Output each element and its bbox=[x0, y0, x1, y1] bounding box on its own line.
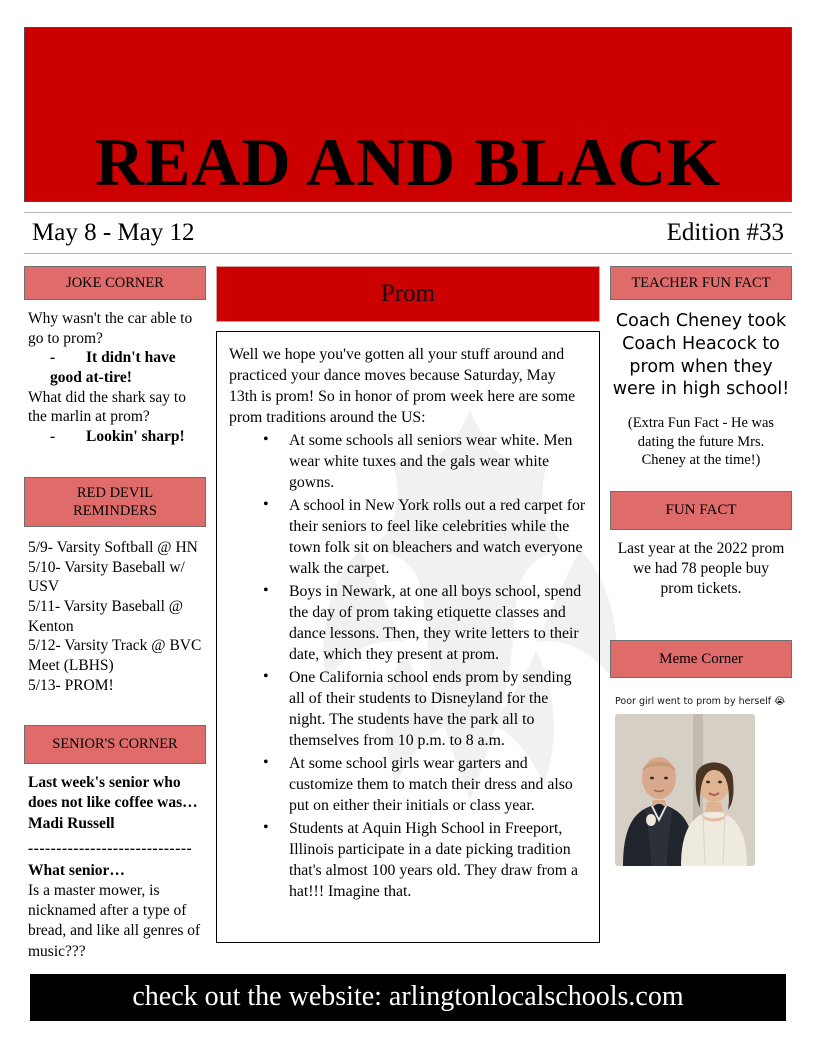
footer-banner bbox=[30, 974, 786, 1021]
list-item: • One California school ends prom by sending all of their students to Disneyland for the night. The students have the park all to themselves from 10 p.m. to 8 a.m. bbox=[263, 667, 587, 751]
list-item: • A school in New York rolls out a red carpet for their seniors to feel like celebrities while the town folk sit on bleachers and watch everyone walk the carpet. bbox=[263, 495, 587, 579]
reminders-header-line-2: REMINDERS bbox=[73, 502, 157, 519]
reminder-item: 5/9- Varsity Softball @ HN bbox=[28, 539, 198, 557]
joke-answer-text-1: It didn't have good at-tire! bbox=[50, 349, 176, 387]
list-item: • At some schools all seniors wear white. Men wear white tuxes and the gals wear white gowns. bbox=[263, 430, 587, 493]
right-column bbox=[610, 266, 792, 872]
prom-couple-photo bbox=[615, 714, 755, 866]
list-item: • At some school girls wear garters and customize them to match their dress and also put on either their initials or class year. bbox=[263, 753, 587, 816]
date-range: May 8 - May 12 bbox=[32, 219, 195, 246]
reminder-item: 5/11- Varsity Baseball @ Kenton bbox=[28, 598, 184, 635]
senior-last-week-answer: Last week's senior who does not like coffee was… Madi Russell bbox=[28, 773, 198, 832]
seniors-corner-body bbox=[24, 764, 206, 962]
meme-card bbox=[610, 690, 792, 872]
teacher-fun-fact-body: Coach Cheney took Coach Heacock to prom when they were in high school! bbox=[612, 311, 790, 400]
date-bar bbox=[24, 212, 792, 254]
red-devil-reminders-header bbox=[24, 477, 206, 527]
list-item: • Students at Aquin High School in Freeport, Illinois participate in a date picking tradition that's almost 100 years old. They draw from a hat!!! Imagine that. bbox=[263, 818, 587, 902]
article-intro-paragraph: Well we hope you've gotten all your stuff around and practiced your dance moves because Saturday, May 13th is prom! So in honor of prom week here are some prom traditions around the US: bbox=[229, 346, 576, 426]
teacher-fun-fact-extra: (Extra Fun Fact - He was dating the future Mrs. Cheney at the time!) bbox=[627, 415, 775, 468]
list-item: • Boys in Newark, at one all boys school, spend the day of prom taking etiquette classes and dance lessons. Then, they write letters to their date, which they present at prom. bbox=[263, 581, 587, 665]
article-body-box bbox=[216, 331, 600, 943]
joke-answer-2 bbox=[28, 427, 204, 447]
joke-dash-2: - bbox=[50, 428, 56, 446]
joke-question-1: Why wasn't the car able to go to prom? bbox=[28, 310, 193, 347]
prom-traditions-list bbox=[229, 430, 587, 902]
joke-answer-1 bbox=[28, 348, 204, 387]
meme-corner-header: Meme Corner bbox=[610, 640, 792, 679]
reminders-header-line-1: RED DEVIL bbox=[76, 484, 154, 501]
reminder-item: 5/10- Varsity Baseball w/ USV bbox=[28, 558, 185, 596]
reminder-item: 5/13- PROM! bbox=[28, 676, 114, 694]
left-column bbox=[24, 266, 206, 962]
footer-website-text: check out the website: arlingtonlocalschools.com bbox=[132, 981, 684, 1012]
joke-corner-header: JOKE CORNER bbox=[24, 266, 206, 300]
teacher-fun-fact-header: TEACHER FUN FACT bbox=[610, 266, 792, 300]
fun-fact-header: FUN FACT bbox=[610, 491, 792, 530]
joke-corner-body bbox=[24, 300, 206, 447]
reminder-item: 5/12- Varsity Track @ BVC Meet (LBHS) bbox=[28, 637, 202, 675]
newsletter-title: READ AND BLACK bbox=[94, 124, 722, 200]
fun-fact-body: Last year at the 2022 prom we had 78 people buy prom tickets. bbox=[617, 540, 785, 598]
senior-clue: Is a master mower, is nicknamed after a type of bread, and like all genres of music??? bbox=[28, 882, 201, 960]
main-article-column bbox=[216, 266, 600, 943]
edition-number: Edition #33 bbox=[666, 219, 784, 246]
masthead-banner bbox=[24, 27, 792, 202]
red-devil-reminders-list bbox=[24, 527, 206, 695]
article-banner: Prom bbox=[216, 266, 600, 322]
joke-dash-1: - bbox=[50, 349, 56, 367]
senior-prompt: What senior… bbox=[28, 862, 125, 879]
joke-answer-text-2: Lookin' sharp! bbox=[86, 428, 185, 446]
seniors-corner-header: SENIOR'S CORNER bbox=[24, 725, 206, 763]
meme-photo-container bbox=[610, 714, 792, 872]
seniors-divider: ----------------------------- bbox=[28, 840, 193, 858]
meme-caption: Poor girl went to prom by herself 😭 bbox=[615, 696, 786, 708]
joke-question-2: What did the shark say to the marlin at prom? bbox=[28, 388, 186, 426]
